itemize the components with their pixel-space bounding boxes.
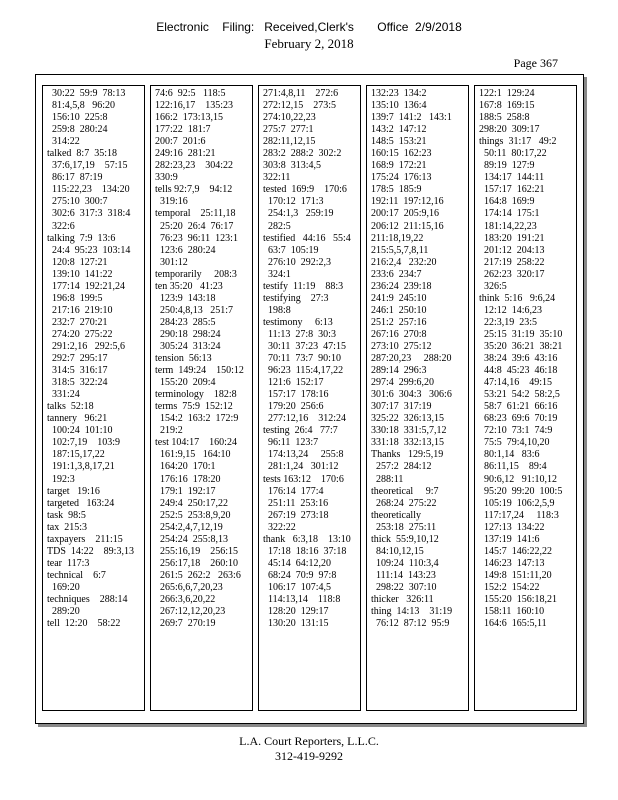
index-entry: 275:7 277:1 (263, 124, 314, 136)
index-entry: 177:22 181:7 (155, 124, 211, 136)
index-entry: 179:1 192:17 (155, 485, 216, 497)
index-entry: 318:5 322:24 (47, 377, 108, 389)
index-entry: 325:22 326:13,15 (371, 413, 445, 425)
index-entry: 322:11 (263, 172, 291, 184)
index-entry: 53:21 54:2 58:2,5 (479, 389, 560, 401)
index-entry: tell 12:20 58:22 (47, 618, 121, 630)
index-entry: testify 11:19 88:3 (263, 280, 344, 292)
index-entry: 96:23 115:4,17,22 (263, 365, 344, 377)
filing-stamp: Electronic Filing: Received,Clerk's Office 2/9/2018 (156, 20, 462, 34)
index-entry: 217:16 219:10 (47, 304, 113, 316)
index-entry: TDS 14:22 89:3,13 (47, 545, 134, 557)
index-entry: 216:2,4 232:20 (371, 256, 437, 268)
index-entry: 135:10 136:4 (371, 100, 427, 112)
index-entry: 76:12 87:12 95:9 (371, 618, 450, 630)
index-entry: test 104:17 160:24 (155, 437, 237, 449)
index-entry: target 19:16 (47, 485, 100, 497)
index-entry: 211:18,19,22 (371, 232, 424, 244)
index-entry: things 31:17 49:2 (479, 136, 557, 148)
index-entry: 111:14 143:23 (371, 569, 436, 581)
index-entry: 128:20 129:17 (263, 606, 329, 618)
index-entry: tests 163:12 170:6 (263, 473, 344, 485)
index-entry: 95:20 99:20 100:5 (479, 485, 563, 497)
index-entry: 181:14,22,23 (479, 220, 537, 232)
index-entry: 68:24 70:9 97:8 (263, 569, 337, 581)
index-entry: 58:7 61:21 66:16 (479, 401, 558, 413)
index-entry: 274:20 275:22 (47, 328, 113, 340)
index-entry: talks 52:18 (47, 401, 94, 413)
index-entry: 249:16 281:21 (155, 148, 216, 160)
index-entry: 35:20 36:21 38:21 (479, 340, 563, 352)
index-entry: 290:18 298:24 (155, 328, 221, 340)
index-entry: 176:16 178:20 (155, 473, 221, 485)
index-entry: 156:10 225:8 (47, 112, 108, 124)
index-entry: 241:9 245:10 (371, 292, 427, 304)
index-entry: 17:18 18:16 37:18 (263, 545, 347, 557)
index-entry: 177:14 192:21,24 (47, 280, 126, 292)
index-entry: 265:6,6,7,20,23 (155, 581, 223, 593)
index-entry: 314:5 316:17 (47, 365, 108, 377)
index-entry: 157:17 162:21 (479, 184, 545, 196)
index-entry: 132:23 134:2 (371, 88, 427, 99)
index-entry: 267:19 273:18 (263, 509, 329, 521)
index-entry: 130:20 131:15 (263, 618, 329, 630)
index-entry: 25:15 31:19 35:10 (479, 328, 563, 340)
index-entry: 175:24 176:13 (371, 172, 432, 184)
index-entry: 158:11 160:10 (479, 606, 545, 618)
index-entry: 233:6 234:7 (371, 268, 422, 280)
index-entry: 155:20 209:4 (155, 377, 216, 389)
index-entry: 298:22 307:10 (371, 581, 437, 593)
index-entry: 166:2 173:13,15 (155, 112, 224, 124)
index-entry: 70:11 73:7 90:10 (263, 353, 341, 365)
index-entry: 219:2 (155, 425, 183, 437)
index-entry: 174:13,24 255:8 (263, 449, 344, 461)
index-entry: 63:7 105:19 (263, 244, 319, 256)
index-entry: 115:22,23 134:20 (47, 184, 130, 196)
index-entry: 192:3 (47, 473, 75, 485)
index-entry: 154:2 163:2 172:9 (155, 413, 239, 425)
index-entry: tax 215:3 (47, 521, 87, 533)
index-entry: 174:14 175:1 (479, 208, 540, 220)
index-entry: 86:17 87:19 (47, 172, 103, 184)
index-entry: 145:7 146:22,22 (479, 545, 553, 557)
index-entry: 215:5,5,7,8,11 (371, 244, 429, 256)
index-entry: 277:12,16 312:24 (263, 413, 347, 425)
index-entry: 302:6 317:3 318:4 (47, 208, 131, 220)
index-entry: 273:10 275:12 (371, 340, 432, 352)
index-entry: 100:24 101:10 (47, 425, 113, 437)
index-entry: 148:5 153:21 (371, 136, 427, 148)
index-entry: 326:5 (479, 280, 507, 292)
index-entry: 288:11 (371, 473, 404, 485)
index-entry: 137:19 141:6 (479, 533, 540, 545)
index-entry: 282:23,23 304:22 (155, 160, 234, 172)
index-entry: 50:11 80:17,22 (479, 148, 547, 160)
index-entry: 167:8 169:15 (479, 100, 535, 112)
page-number: Page 367 (513, 56, 558, 70)
index-entry: 120:8 127:21 (47, 256, 108, 268)
index-entry: 298:20 309:17 (479, 124, 540, 136)
index-entry: 196:8 199:5 (47, 292, 103, 304)
index-entry: 45:14 64:12,20 (263, 557, 332, 569)
index-entry: 251:11 253:16 (263, 497, 329, 509)
index-entry: 319:16 (155, 196, 188, 208)
index-entry: 122:1 129:24 (479, 88, 535, 99)
index-entry: 252:5 253:8,9,20 (155, 509, 231, 521)
index-entry: 37:6,17,19 57:15 (47, 160, 128, 172)
index-entry: 266:3,6,20,22 (155, 593, 216, 605)
index-entry: 331:18 332:13,15 (371, 437, 445, 449)
index-entry: 123:6 280:24 (155, 244, 216, 256)
index-entry: 25:20 26:4 76:17 (155, 220, 234, 232)
index-entry: 161:9,15 164:10 (155, 449, 231, 461)
court-reporter-phone: 312-419-9292 (275, 749, 343, 763)
index-entry: 75:5 79:4,10,20 (479, 437, 550, 449)
index-entry: 262:23 320:17 (479, 268, 545, 280)
index-entry: talked 8:7 35:18 (47, 148, 117, 160)
index-entry: 176:14 177:4 (263, 485, 324, 497)
index-entry: 301:12 (155, 256, 188, 268)
index-entry: 281:1,24 301:12 (263, 461, 339, 473)
index-entry: 303:8 313:4,5 (263, 160, 322, 172)
index-entry: 157:17 178:16 (263, 389, 329, 401)
index-entry: 200:7 201:6 (155, 136, 206, 148)
index-entry: 236:24 239:18 (371, 280, 432, 292)
index-table (35, 74, 584, 724)
index-entry: 289:14 296:3 (371, 365, 427, 377)
index-entry: 47:14,16 49:15 (479, 377, 553, 389)
index-entry: thicker 326:11 (371, 593, 434, 605)
index-entry: 84:10,12,15 (371, 545, 424, 557)
index-entry: testifying 27:3 (263, 292, 329, 304)
index-entry: 274:10,22,23 (263, 112, 316, 124)
index-entry: 117:17,24 118:3 (479, 509, 559, 521)
index-entry: talking 7:9 13:6 (47, 232, 116, 244)
index-entry: 276:10 292:2,3 (263, 256, 332, 268)
index-entry: 322:6 (47, 220, 75, 232)
index-entry: 106:17 107:4,5 (263, 581, 332, 593)
index-entry: 109:24 110:3,4 (371, 557, 439, 569)
index-entry: 284:23 285:5 (155, 316, 216, 328)
index-entry: tension 56:13 (155, 353, 212, 365)
index-entry: 102:7,19 103:9 (47, 437, 121, 449)
index-entry: 114:13,14 118:8 (263, 593, 341, 605)
index-entry: 267:12,12,20,23 (155, 606, 226, 618)
index-entry: 44:8 45:23 46:18 (479, 365, 558, 377)
index-entry: 170:12 171:3 (263, 196, 324, 208)
index-entry: 179:20 256:6 (263, 401, 324, 413)
index-entry: 22:3,19 23:5 (479, 316, 538, 328)
index-entry: 152:2 154:22 (479, 581, 540, 593)
index-entry: 249:4 250:17,22 (155, 497, 229, 509)
index-entry: 254:24 255:8,13 (155, 533, 229, 545)
index-entry: 90:6,12 91:10,12 (479, 473, 558, 485)
index-entry: 201:12 204:13 (479, 244, 545, 256)
index-entry: 217:19 258:22 (479, 256, 545, 268)
index-entry: taxpayers 211:15 (47, 533, 123, 545)
index-entry: 322:22 (263, 521, 296, 533)
index-entry: 330:18 331:5,7,12 (371, 425, 447, 437)
index-column-4 (366, 85, 469, 711)
index-entry: 164:6 165:5,11 (479, 618, 547, 630)
index-entry: task 98:5 (47, 509, 86, 521)
index-entry: techniques 288:14 (47, 593, 128, 605)
index-entry: 314:22 (47, 136, 80, 148)
index-entry: 38:24 39:6 43:16 (479, 353, 558, 365)
index-entry: 30:22 59:9 78:13 (47, 88, 126, 99)
index-entry: term 149:24 150:12 (155, 365, 244, 377)
index-entry: 246:1 250:10 (371, 304, 427, 316)
index-entry: 198:8 (263, 304, 291, 316)
index-entry: 271:4,8,11 272:6 (263, 88, 339, 99)
index-entry: 254:2,4,7,12,19 (155, 521, 223, 533)
index-entry: testing 26:4 77:7 (263, 425, 338, 437)
index-entry: 105:19 106:2,5,9 (479, 497, 555, 509)
court-reporter-name: L.A. Court Reporters, L.L.C. (239, 734, 379, 748)
index-entry: 253:18 275:11 (371, 521, 437, 533)
index-entry: 134:17 144:11 (479, 172, 545, 184)
index-entry: 160:15 162:23 (371, 148, 432, 160)
index-column-2 (150, 85, 253, 711)
index-entry: 192:11 197:12,16 (371, 196, 444, 208)
index-entry: 127:13 134:22 (479, 521, 545, 533)
index-entry: ten 35:20 41:23 (155, 280, 223, 292)
index-entry: 330:9 (155, 172, 178, 184)
index-column-3 (258, 85, 361, 711)
index-entry: 122:16,17 135:23 (155, 100, 234, 112)
index-entry: 81:4,5,8 96:20 (47, 100, 116, 112)
index-entry: tested 169:9 170:6 (263, 184, 347, 196)
index-entry: 146:23 147:13 (479, 557, 545, 569)
index-entry: 267:16 270:8 (371, 328, 427, 340)
index-entry: 139:7 141:2 143:1 (371, 112, 452, 124)
index-entry: 149:8 151:11,20 (479, 569, 552, 581)
index-entry: 187:15,17,22 (47, 449, 105, 461)
index-entry: temporal 25:11,18 (155, 208, 236, 220)
index-entry: 259:8 280:24 (47, 124, 108, 136)
index-entry: 178:5 185:9 (371, 184, 422, 196)
filing-date: February 2, 2018 (264, 36, 354, 51)
index-entry: Thanks 129:5,19 (371, 449, 444, 461)
index-entry: 272:12,15 273:5 (263, 100, 337, 112)
index-entry: 191:1,3,8,17,21 (47, 461, 115, 473)
index-entry: temporarily 208:3 (155, 268, 237, 280)
index-entry: 183:20 191:21 (479, 232, 545, 244)
index-entry: technical 6:7 (47, 569, 106, 581)
index-entry: 254:1,3 259:19 (263, 208, 334, 220)
index-entry: 155:20 156:18,21 (479, 593, 558, 605)
index-entry: tear 117:3 (47, 557, 90, 569)
index-entry: 307:17 317:19 (371, 401, 432, 413)
index-entry: testimony 6:13 (263, 316, 333, 328)
index-entry: 76:23 96:11 123:1 (155, 232, 238, 244)
index-entry: 11:13 27:8 30:3 (263, 328, 336, 340)
index-entry: 12:12 14:6,23 (479, 304, 543, 316)
index-entry: 30:11 37:23 47:15 (263, 340, 346, 352)
index-entry: 282:5 (263, 220, 291, 232)
index-entry: 283:2 288:2 302:2 (263, 148, 342, 160)
index-entry: 250:4,8,13 251:7 (155, 304, 234, 316)
index-entry: 232:7 270:21 (47, 316, 108, 328)
index-entry: terminology 182:8 (155, 389, 237, 401)
index-entry: 24:4 95:23 103:14 (47, 244, 131, 256)
index-entry: theoretical 9:7 (371, 485, 439, 497)
index-entry: 164:20 170:1 (155, 461, 216, 473)
index-entry: 188:5 258:8 (479, 112, 530, 124)
index-entry: testified 44:16 55:4 (263, 232, 351, 244)
index-entry: 305:24 313:24 (155, 340, 221, 352)
index-entry: 164:8 169:9 (479, 196, 535, 208)
index-entry: 200:17 205:9,16 (371, 208, 440, 220)
index-entry: 251:2 257:16 (371, 316, 427, 328)
index-entry: 301:6 304:3 306:6 (371, 389, 452, 401)
index-entry: 287:20,23 288:20 (371, 353, 452, 365)
index-entry: 80:1,14 83:6 (479, 449, 540, 461)
index-column-5 (474, 85, 577, 711)
index-entry: 331:24 (47, 389, 80, 401)
index-entry: 123:9 143:18 (155, 292, 216, 304)
index-entry: theoretically (371, 509, 421, 521)
index-entry: 72:10 73:1 74:9 (479, 425, 553, 437)
index-entry: 139:10 141:22 (47, 268, 113, 280)
index-entry: think 5:16 9:6,24 (479, 292, 556, 304)
index-column-1 (42, 85, 145, 711)
index-entry: 121:6 152:17 (263, 377, 324, 389)
index-entry: 289:20 (47, 606, 80, 618)
index-entry: thank 6:3,18 13:10 (263, 533, 351, 545)
index-entry: 269:7 270:19 (155, 618, 216, 630)
index-entry: 68:23 69:6 70:19 (479, 413, 558, 425)
index-entry: 282:11,12,15 (263, 136, 316, 148)
index-entry: tannery 96:21 (47, 413, 108, 425)
index-entry: 206:12 211:15,16 (371, 220, 444, 232)
index-entry: 297:4 299:6,20 (371, 377, 435, 389)
index-entry: 89:19 127:9 (479, 160, 535, 172)
index-entry: 275:10 300:7 (47, 196, 108, 208)
index-entry: 261:5 262:2 263:6 (155, 569, 241, 581)
index-entry: 169:20 (47, 581, 80, 593)
index-entry: 143:2 147:12 (371, 124, 427, 136)
index-entry: 268:24 275:22 (371, 497, 437, 509)
index-entry: thing 14:13 31:19 (371, 606, 453, 618)
index-entry: 292:7 295:17 (47, 353, 108, 365)
index-entry: 324:1 (263, 268, 291, 280)
index-entry: 74:6 92:5 118:5 (155, 88, 226, 99)
index-entry: targeted 163:24 (47, 497, 115, 509)
index-entry: 86:11,15 89:4 (479, 461, 547, 473)
index-entry: 255:16,19 256:15 (155, 545, 239, 557)
index-entry: 257:2 284:12 (371, 461, 432, 473)
index-entry: 291:2,16 292:5,6 (47, 340, 126, 352)
index-entry: terms 75:9 152:12 (155, 401, 233, 413)
index-entry: 96:11 123:7 (263, 437, 319, 449)
index-entry: 168:9 172:21 (371, 160, 427, 172)
index-entry: thick 55:9,10,12 (371, 533, 439, 545)
index-entry: 256:17,18 260:10 (155, 557, 239, 569)
index-entry: tells 92:7,9 94:12 (155, 184, 233, 196)
